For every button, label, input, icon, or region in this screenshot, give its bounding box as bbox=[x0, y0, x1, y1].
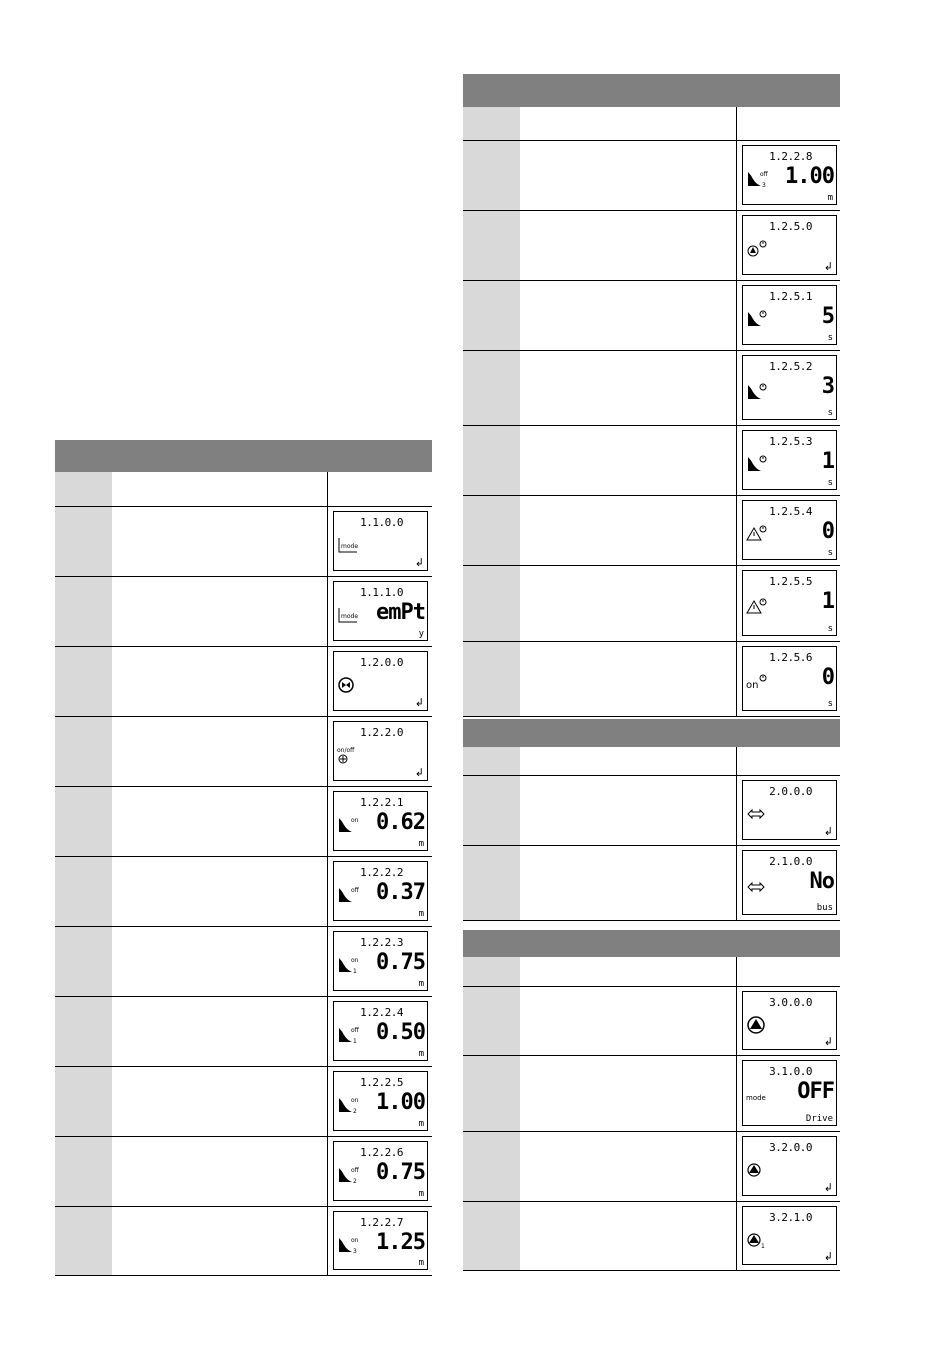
enter-arrow-icon: ↲ bbox=[414, 766, 424, 779]
lcd-display bbox=[742, 991, 837, 1050]
display-unit: Drive bbox=[805, 1114, 833, 1124]
lcd-display bbox=[333, 511, 428, 571]
lcd-display bbox=[333, 721, 428, 781]
display-unit: s bbox=[827, 699, 833, 709]
menu-code: 3.0.0.0 bbox=[769, 996, 812, 1009]
menu-code: 2.0.0.0 bbox=[769, 785, 812, 798]
lcd-display bbox=[742, 500, 837, 560]
table-row bbox=[463, 846, 840, 920]
menu-code: 1.2.2.5 bbox=[360, 1076, 403, 1089]
lcd-display bbox=[742, 215, 837, 275]
table-row bbox=[55, 1067, 432, 1137]
display-value: 1.00 bbox=[376, 1090, 425, 1115]
parameter-table-right-2 bbox=[463, 719, 840, 921]
menu-code: 1.2.2.7 bbox=[360, 1216, 403, 1229]
lcd-display bbox=[333, 791, 428, 851]
display-value: 0.75 bbox=[376, 1160, 425, 1185]
table-row bbox=[463, 496, 840, 566]
display-unit: s bbox=[827, 478, 833, 488]
svg-text:on: on bbox=[746, 679, 759, 691]
display-unit: m bbox=[827, 193, 833, 203]
bidirectional-arrow-icon bbox=[746, 805, 768, 823]
svg-text:3: 3 bbox=[353, 1247, 357, 1254]
on-timer-icon bbox=[746, 674, 768, 692]
table-row bbox=[463, 642, 840, 716]
display-unit: m bbox=[418, 1119, 424, 1129]
parameter-table-right-3 bbox=[463, 930, 840, 1271]
lcd-display bbox=[333, 1071, 428, 1131]
menu-code: 1.2.2.0 bbox=[360, 726, 403, 739]
table-header-row bbox=[55, 472, 432, 507]
table-row bbox=[55, 997, 432, 1067]
lcd-display bbox=[742, 355, 837, 420]
menu-code: 1.2.0.0 bbox=[360, 656, 403, 669]
display-value: 0 bbox=[821, 519, 834, 544]
display-value: 5 bbox=[821, 304, 834, 329]
svg-text:on: on bbox=[351, 1236, 359, 1244]
table-row bbox=[55, 717, 432, 787]
table-row bbox=[463, 141, 840, 211]
menu-code: 1.2.5.6 bbox=[769, 651, 812, 664]
menu-code: 1.2.5.4 bbox=[769, 505, 812, 518]
lcd-display bbox=[333, 581, 428, 641]
lcd-display bbox=[742, 1206, 837, 1265]
table-row bbox=[55, 1137, 432, 1207]
table-header-row bbox=[463, 957, 840, 987]
menu-code: 1.2.2.4 bbox=[360, 1006, 403, 1019]
menu-code: 1.2.2.6 bbox=[360, 1146, 403, 1159]
display-value: 0.75 bbox=[376, 950, 425, 975]
display-value: 1 bbox=[821, 589, 834, 614]
svg-text:on: on bbox=[351, 1097, 359, 1104]
display-value: 0 bbox=[821, 665, 834, 690]
svg-text:1: 1 bbox=[353, 968, 357, 974]
lcd-display bbox=[742, 145, 837, 205]
svg-text:mode: mode bbox=[341, 613, 359, 620]
bidirectional-arrow-icon bbox=[746, 878, 768, 896]
enter-arrow-icon: ↲ bbox=[823, 1035, 833, 1048]
display-unit: m bbox=[418, 979, 424, 989]
table-row bbox=[463, 1202, 840, 1270]
lcd-display bbox=[742, 1136, 837, 1196]
lcd-display bbox=[742, 850, 837, 915]
display-value: 0.37 bbox=[376, 880, 425, 905]
menu-code: 3.1.0.0 bbox=[769, 1065, 812, 1078]
level-on-icon bbox=[337, 816, 361, 834]
menu-code: 1.2.5.5 bbox=[769, 575, 812, 588]
onoff-icon bbox=[337, 746, 361, 764]
svg-text:mode: mode bbox=[746, 1094, 766, 1102]
alarm-timer-icon bbox=[746, 525, 768, 543]
table-row bbox=[55, 507, 432, 577]
display-unit: s bbox=[827, 548, 833, 558]
alarm-timer-icon bbox=[746, 598, 768, 616]
table-row bbox=[55, 927, 432, 997]
lcd-display bbox=[333, 1141, 428, 1201]
table-title-bar bbox=[463, 74, 840, 107]
table-row bbox=[55, 1207, 432, 1275]
svg-text:3: 3 bbox=[762, 182, 766, 188]
menu-code: 3.2.1.0 bbox=[769, 1211, 812, 1224]
table-title-bar bbox=[463, 930, 840, 957]
lcd-display bbox=[742, 570, 837, 636]
display-value: 3 bbox=[821, 374, 834, 399]
lcd-display bbox=[742, 1060, 837, 1126]
table-row bbox=[463, 211, 840, 281]
level-off-2-icon bbox=[337, 1166, 361, 1184]
table-row bbox=[463, 281, 840, 351]
level-off-1-icon bbox=[337, 1026, 361, 1044]
svg-text:1: 1 bbox=[761, 1242, 765, 1249]
menu-code: 1.2.2.3 bbox=[360, 936, 403, 949]
menu-code: 1.1.1.0 bbox=[360, 586, 403, 599]
mode-axis-icon bbox=[337, 536, 361, 554]
mode-text-icon bbox=[746, 1088, 768, 1106]
table-header-row bbox=[463, 747, 840, 776]
table-row bbox=[463, 566, 840, 642]
pump-1-icon bbox=[746, 1231, 768, 1249]
menu-code: 1.2.2.2 bbox=[360, 866, 403, 879]
menu-code: 1.2.5.0 bbox=[769, 220, 812, 233]
table-row bbox=[55, 787, 432, 857]
enter-arrow-icon: ↲ bbox=[414, 556, 424, 569]
lcd-display bbox=[742, 285, 837, 345]
display-unit: s bbox=[827, 408, 833, 418]
enter-arrow-icon: ↲ bbox=[823, 825, 833, 838]
menu-code: 1.2.5.3 bbox=[769, 435, 812, 448]
display-unit: s bbox=[827, 624, 833, 634]
svg-text:2: 2 bbox=[353, 1108, 357, 1114]
level-on-2-icon bbox=[337, 1096, 361, 1114]
table-row bbox=[55, 647, 432, 717]
menu-code: 1.2.5.1 bbox=[769, 290, 812, 303]
menu-code: 1.1.0.0 bbox=[360, 516, 403, 529]
svg-text:2: 2 bbox=[353, 1178, 357, 1184]
pump-large-icon bbox=[746, 1016, 768, 1034]
display-unit: m bbox=[418, 1189, 424, 1199]
svg-text:on: on bbox=[351, 957, 359, 964]
svg-text:mode: mode bbox=[341, 543, 359, 550]
level-on-3-icon bbox=[337, 1236, 361, 1254]
display-unit: bus bbox=[816, 903, 833, 913]
table-row bbox=[463, 1132, 840, 1202]
svg-text:off: off bbox=[351, 1027, 359, 1034]
enter-arrow-icon: ↲ bbox=[823, 1250, 833, 1263]
level-off-3-icon bbox=[746, 170, 770, 188]
enter-arrow-icon: ↲ bbox=[823, 1181, 833, 1194]
display-unit: m bbox=[418, 909, 424, 919]
display-value: 1.25 bbox=[376, 1230, 425, 1255]
table-row bbox=[463, 776, 840, 846]
table-row bbox=[463, 426, 840, 496]
lcd-display bbox=[742, 780, 837, 840]
display-value: emPt bbox=[376, 600, 425, 625]
display-value: 0.50 bbox=[376, 1020, 425, 1045]
lcd-display bbox=[333, 1211, 428, 1270]
menu-code: 3.2.0.0 bbox=[769, 1141, 812, 1154]
display-unit: m bbox=[418, 839, 424, 849]
level-on-1-icon bbox=[337, 956, 361, 974]
enter-arrow-icon: ↲ bbox=[414, 696, 424, 709]
display-unit: m bbox=[418, 1049, 424, 1059]
valve-circle-icon bbox=[337, 676, 359, 694]
table-title-bar bbox=[55, 440, 432, 472]
display-value: 1 bbox=[821, 449, 834, 474]
mode-axis-icon bbox=[337, 606, 361, 624]
table-header-row bbox=[463, 107, 840, 141]
table-title-bar bbox=[463, 719, 840, 747]
lcd-display bbox=[333, 861, 428, 921]
display-value: OFF bbox=[797, 1079, 834, 1104]
pump-icon bbox=[746, 1161, 768, 1179]
display-unit: y bbox=[418, 629, 424, 639]
svg-text:on: on bbox=[351, 817, 359, 824]
table-row bbox=[55, 577, 432, 647]
display-unit: s bbox=[827, 333, 833, 343]
level-timer-icon bbox=[746, 310, 768, 328]
lcd-display bbox=[333, 931, 428, 991]
menu-code: 1.2.2.1 bbox=[360, 796, 403, 809]
level-timer-icon bbox=[746, 383, 768, 401]
lcd-display bbox=[742, 430, 837, 490]
parameter-table-left bbox=[55, 440, 432, 1276]
svg-text:1: 1 bbox=[353, 1038, 357, 1044]
display-value: No bbox=[809, 869, 834, 894]
menu-code: 1.2.2.8 bbox=[769, 150, 812, 163]
table-row bbox=[463, 351, 840, 426]
svg-text:off: off bbox=[351, 1167, 359, 1174]
table-row bbox=[463, 987, 840, 1056]
enter-arrow-icon: ↲ bbox=[823, 260, 833, 273]
lcd-display bbox=[333, 651, 428, 711]
display-value: 1.00 bbox=[785, 164, 834, 189]
svg-text:off: off bbox=[351, 887, 359, 894]
svg-text:on/off: on/off bbox=[337, 747, 355, 754]
lcd-display bbox=[333, 1001, 428, 1061]
level-off-icon bbox=[337, 886, 361, 904]
pump-timer-icon bbox=[746, 240, 768, 258]
table-row bbox=[55, 857, 432, 927]
display-unit: m bbox=[418, 1258, 424, 1268]
parameter-table-right-1 bbox=[463, 74, 840, 717]
table-row bbox=[463, 1056, 840, 1132]
svg-text:off: off bbox=[760, 171, 768, 178]
menu-code: 2.1.0.0 bbox=[769, 855, 812, 868]
level-timer-icon bbox=[746, 455, 768, 473]
display-value: 0.62 bbox=[376, 810, 425, 835]
menu-code: 1.2.5.2 bbox=[769, 360, 812, 373]
lcd-display bbox=[742, 646, 837, 711]
